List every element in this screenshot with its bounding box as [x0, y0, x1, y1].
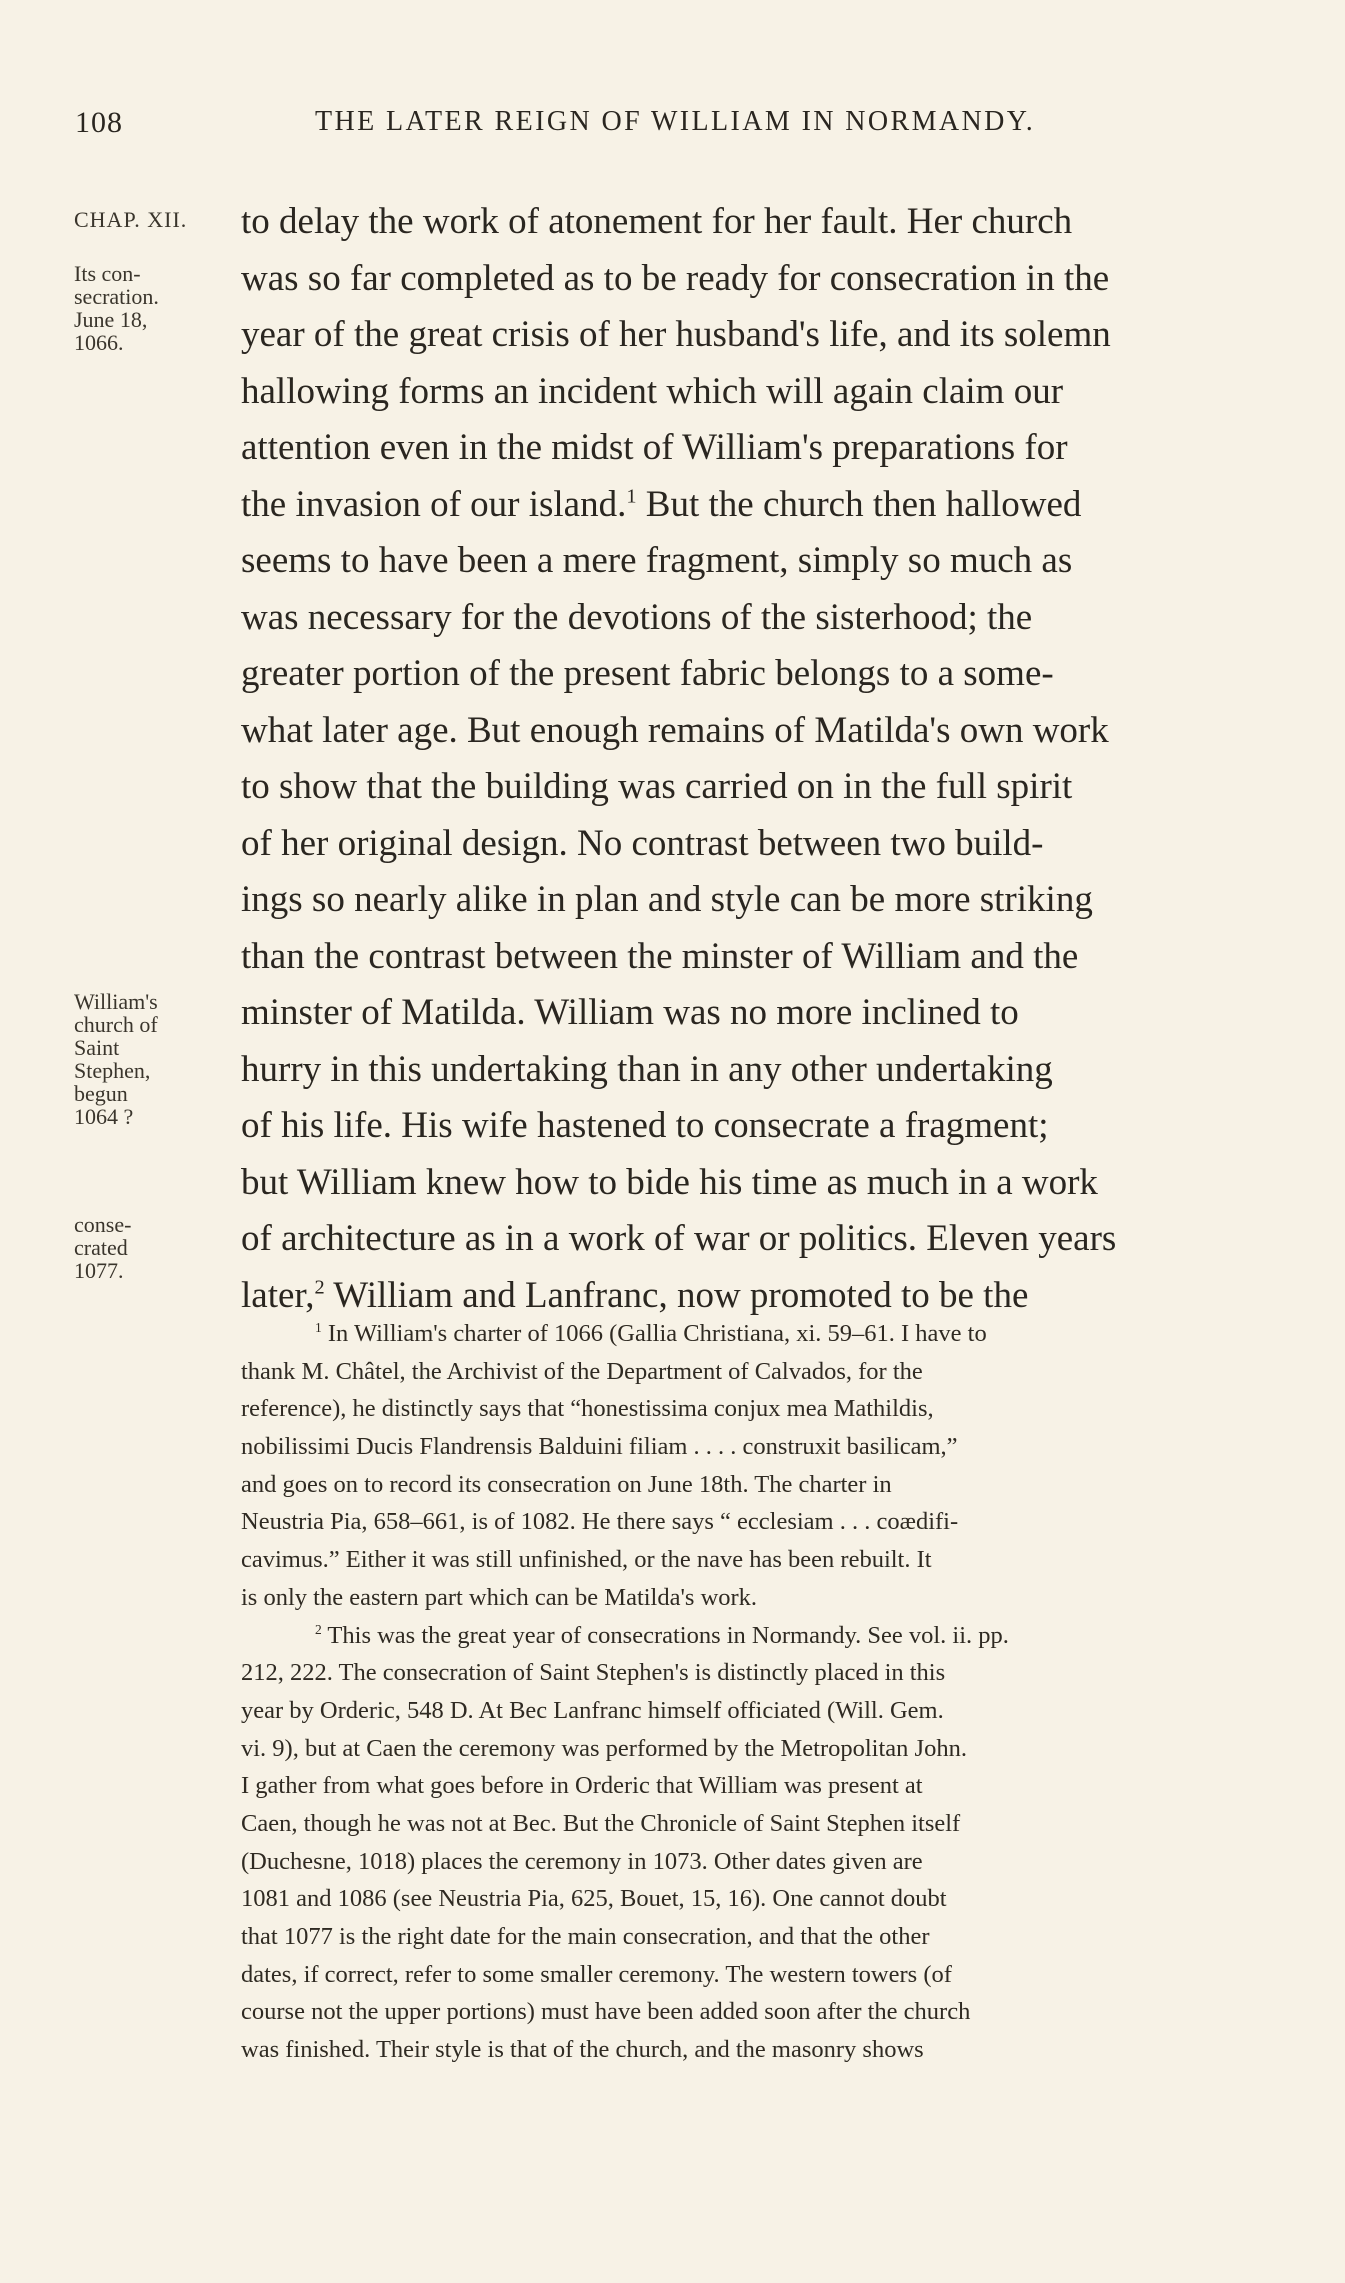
body-line: of architecture as in a work of war or politics. Eleven years — [241, 1218, 1117, 1259]
margin-note-line: secration. — [74, 284, 159, 309]
margin-note-line: Saint — [74, 1035, 120, 1060]
footnote-line: dates, if correct, refer to some smaller ceremony. The western towers (of — [241, 1960, 952, 1988]
footnote-line: thank M. Châtel, the Archivist of the Department of Calvados, for the — [241, 1357, 923, 1385]
footnotes — [241, 1315, 1304, 2069]
footnote-line: nobilissimi Ducis Flandrensis Balduini filiam . . . . construxit basilicam,” — [241, 1433, 958, 1461]
footnote-line: year by Orderic, 548 D. At Bec Lanfranc himself officiated (Will. Gem. — [241, 1696, 944, 1724]
footnote-line: vi. 9), but at Caen the ceremony was performed by the Metropolitan John. — [241, 1734, 967, 1762]
margin-note-line: Stephen, — [74, 1058, 151, 1083]
body-line — [241, 477, 1298, 534]
footnote-line: (Duchesne, 1018) places the ceremony in 1073. Other dates given are — [241, 1847, 923, 1875]
body-line: of his life. His wife hastened to consecrate a fragment; — [241, 1105, 1049, 1146]
main-text — [241, 194, 1298, 1324]
body-line: greater portion of the present fabric belongs to a some- — [241, 653, 1054, 694]
body-line-text: the invasion of our island. — [241, 483, 627, 525]
body-line: than the contrast between the minster of William and the — [241, 935, 1079, 977]
footnote-text: This was the great year of consecrations in Normandy. See vol. ii. pp. — [327, 1621, 1009, 1649]
running-title: THE LATER REIGN OF WILLIAM IN NORMANDY. — [315, 106, 1036, 137]
body-line: ings so nearly alike in plan and style can be more striking — [241, 879, 1093, 920]
body-line: was necessary for the devotions of the sisterhood; the — [241, 596, 1033, 638]
margin-note-consecration — [74, 262, 234, 354]
body-line: seems to have been a mere fragment, simply so much as — [241, 540, 1073, 581]
body-line: to delay the work of atonement for her fault. Her church — [241, 201, 1073, 242]
footnote-line: 1081 and 1086 (see Neustria Pia, 625, Bouet, 15, 16). One cannot doubt — [241, 1885, 947, 1913]
page-number: 108 — [75, 106, 123, 139]
body-line: what later age. But enough remains of Matilda's own work — [241, 709, 1109, 751]
margin-note-williams-church — [74, 990, 234, 1128]
body-line: minster of Matilda. William was no more inclined to — [241, 992, 1019, 1033]
running-head — [75, 106, 1245, 146]
margin-note-line: Its con- — [74, 261, 141, 286]
footnote-marker: 1 — [315, 1319, 322, 1335]
margin-note-line: William's — [74, 989, 158, 1014]
body-line-text: later, — [241, 1274, 315, 1316]
margin-note-line: church of — [74, 1012, 158, 1037]
footnote-line: 212, 222. The consecration of Saint Stephen's is distinctly placed in this — [241, 1659, 946, 1687]
footnote-line: cavimus.” Either it was still unfinished, or the nave has been rebuilt. It — [241, 1546, 932, 1574]
footnote-ref: 2 — [314, 1276, 325, 1299]
body-line: but William knew how to bide his time as much in a work — [241, 1161, 1098, 1203]
margin-note-line: conse- — [74, 1212, 132, 1237]
footnote-line: and goes on to record its consecration on June 18th. The charter in — [241, 1470, 892, 1498]
body-line: was so far completed as to be ready for consecration in the — [241, 257, 1110, 299]
footnote-line: was finished. Their style is that of the church, and the masonry shows — [241, 2036, 924, 2064]
footnote-line: course not the upper portions) must have been added soon after the church — [241, 1998, 971, 2026]
body-line: of her original design. No contrast between two build- — [241, 822, 1044, 864]
footnote-line: that 1077 is the right date for the main consecration, and that the other — [241, 1923, 930, 1950]
margin-note-line: crated — [74, 1235, 128, 1260]
body-line-text: But the church then hallowed — [636, 483, 1082, 525]
body-line: year of the great crisis of her husband's life, and its solemn — [241, 314, 1111, 355]
footnote-line — [241, 1617, 1304, 1655]
footnote-text: In William's charter of 1066 (Gallia Christiana, xi. 59–61. I have to — [327, 1320, 987, 1347]
body-line: hurry in this undertaking than in any other undertaking — [241, 1048, 1053, 1090]
margin-note-consecrated — [74, 1213, 234, 1282]
body-line-text: William and Lanfranc, now promoted to be the — [324, 1274, 1029, 1316]
footnote-line: reference), he distinctly says that “honestissima conjux mea Mathildis, — [241, 1395, 934, 1423]
margin-note-line: 1066. — [74, 330, 124, 355]
footnote-marker: 2 — [315, 1621, 322, 1637]
footnote-line: is only the eastern part which can be Matilda's work. — [241, 1583, 758, 1611]
footnote-ref: 1 — [626, 485, 637, 508]
margin-note-line: 1077. — [74, 1258, 124, 1283]
footnote-line: I gather from what goes before in Orderic that William was present at — [241, 1772, 923, 1800]
margin-note-line: 1064 ? — [74, 1104, 134, 1129]
margin-note-line: June 18, — [74, 307, 148, 332]
footnote-line: Neustria Pia, 658–661, is of 1082. He there says “ ecclesiam . . . coædifi- — [241, 1508, 959, 1536]
body-line: hallowing forms an incident which will again claim our — [241, 370, 1064, 412]
footnote-line: Caen, though he was not at Bec. But the Chronicle of Saint Stephen itself — [241, 1809, 961, 1837]
footnote-line — [241, 1315, 1304, 1353]
body-line: to show that the building was carried on in the full spirit — [241, 766, 1073, 807]
margin-note-chapter: CHAP. XII. — [74, 207, 188, 232]
margin-note-line: begun — [74, 1081, 128, 1106]
body-line: attention even in the midst of William's preparations for — [241, 427, 1068, 468]
